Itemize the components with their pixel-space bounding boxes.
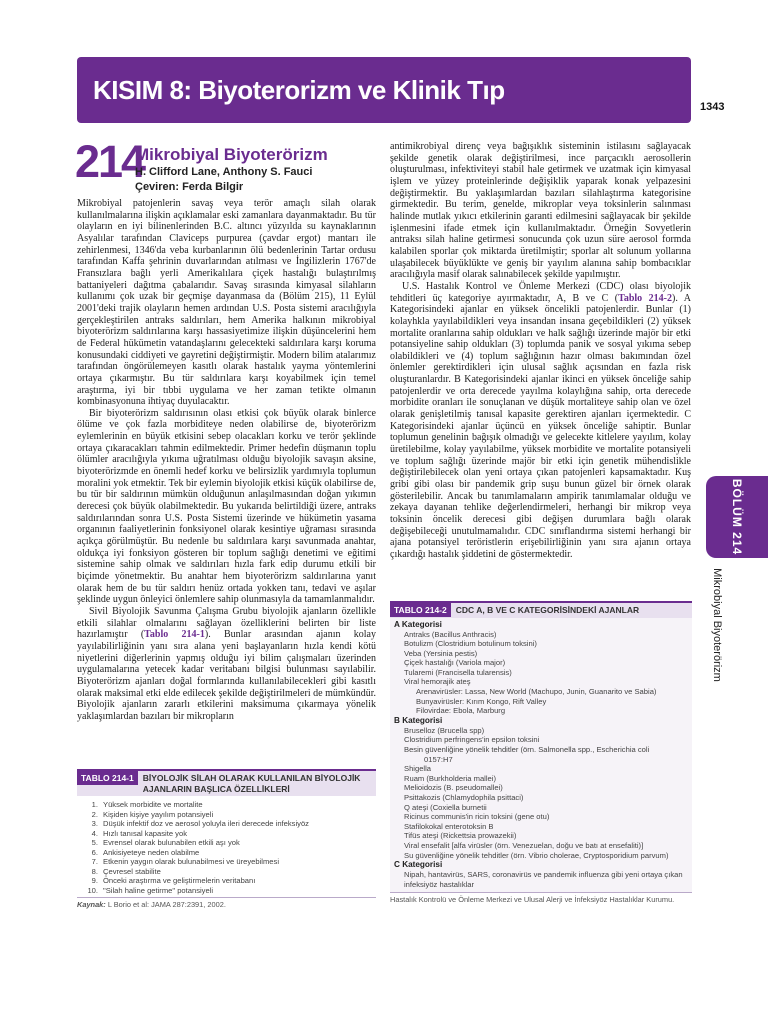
chapter-title: Mikrobiyal Biyoterörizm [135, 145, 328, 164]
chapter-translator: Çeviren: Ferda Bilgir [135, 181, 244, 193]
table-header [77, 769, 376, 796]
table-source [77, 897, 376, 911]
paragraph-text: ). Bunlar arasından ajanın kolay yayılabilirliğinin yanı sıra alana yeni başlayanların hızla kendi kötü niyetlerini diğerlerinin yapmış olduğu iyi bilim çalışmaları üzerinden uygulamalarına yetecek kadar veritabanı bilgisi bulunması sayılabilir. Biyoterörizm ajanları doğal formlarında kullanılabilecekleri gibi kasıtlı olarak maksimal etki elde edilecek şekilde değiştirilmeleri de mümkündür. Biyolojik ajanların zararlı etkilerini maksimuma çıkarmaya yönelik yaklaşımlardan bazıları bir mikropların [77, 629, 376, 722]
table-row: Ricinus communis'in ricin toksini (gene otu) [404, 812, 550, 822]
paragraph-text: Sivil Biyolojik Savunma Çalışma Grubu biyolojik ajanların özellikle etkili silahlar olmalarını sağlayan özelliklerini belirten bir liste hazırlamıştır ( [77, 605, 376, 641]
list-item [83, 838, 376, 848]
paragraph-text: ). A Kategorisindeki ajanlar en yüksek öncelikli patojenlerdir. Bunlar (1) kolayhkla yayılabildikleri veya insandan insana geçebildikleri (2) yüksek mortalite oranlarına sahip oldukları ve halk sağlığı üzerinde majör bir etki potansiyeline sahip oldukları (3) toplumda panik ve sosyal yıkıma sebep olabildikleri ve (4) toplum sağlığının hazır olması bakımından özel önlemler gerektirdikleri için ulusal sağlık açısından en fazla risk oluşturanlardır. B Kategorisindeki ajanlar ikinci en yüksek önceliğe sahip patojenlerdir ve orta derecede yayılma kolaylığına sahip, orta derecede morbidite oranları ile sonuçlanan ve düşük mortaliteye sahip olan ve özel olarak genişletilmiş tanısal kapasite gerektiren ajanları içermektedir. C Kategorisindeki ajanlar üçüncü en yüksek önceliğe sahiptir. Bunlar toplumun genelinin bağışık olmadığı ve gelecekte kitlelere yayılım, kolay üretilebilme, kolay yayılabilme, yüksek morbidite ve mortalite potansiyeli ve toplum sağlığı üzerinde majör bir etki için genetik mühendislikle değiştirilebilecek olan yeni ortaya çıkan patojenleri kapsamaktadır. Kuş gribi gibi olası bir pandemik grip suşu bunun güzel bir örnek olarak gösterilebilir. Ancak bu tanımlamaların ampirik tanımlamalar olduğu ve zekaya dayanan tehlike değerlendirmeleri, herhangi bir mikrop veya toksinin öncelik derecesi gibi değişen durumlara bağlı olarak değişebileceği unutulmamalıdır. CDC sınıflandırma sistemi herhangi bir ajana potansiyel teröristlerin erişebilirliğinin yanı sıra ajanın ortaya çıkardığı hastalık şiddetini de göstermektedir. [390, 292, 692, 560]
table-row: Clostridium perfringens'in epsilon toksini [404, 735, 540, 745]
table-row: Veba (Yersinia pestis) [404, 648, 478, 658]
table-row: Antraks (Bacillus Anthracis) [404, 629, 497, 639]
item-text: Düşük infektif doz ve aerosol yoluyla ileri derecede infeksiyöz [103, 819, 309, 828]
category-heading: C Kategorisi [394, 860, 443, 870]
paragraph-text: U.S. Hastalık Kontrol ve Önleme Merkezi (CDC) olası biyolojik tehditleri üç kategoriye ayırmaktadır, A, B ve C ( [390, 280, 691, 304]
list-item [83, 829, 376, 839]
item-number: 7. [91, 857, 98, 866]
table-list [77, 796, 376, 897]
list-item [83, 857, 376, 867]
item-number: 9. [91, 876, 98, 885]
item-text: Çevresel stabilite [103, 866, 161, 876]
table-label: TABLO 214-2 [390, 603, 451, 617]
list-item [83, 810, 376, 820]
table-row: 0157:H7 [424, 754, 453, 764]
body-paragraph: Mikrobiyal patojenlerin savaş veya terör amaçlı silah olarak kullanılmalarına ilişkin açıklamalar eski zamanlara dayanmaktadır. Bu tür olayların en iyi bilinenlerinden B.C. altıncı yüzyılda su kaynaklarının Asyalılar tarafından Claviceps purpurea (çavdar ergot) mantarı ile zehirlenmesi, 1346'da veba kurbanlarının ölü bedenlerinin Tartar ordusu tarafından Kaffa şehrinin duvarlarından atılması ve İngilizlerin 1767'de Fransızlara bağlı yerli Amerikalılara çiçek hastalığı bulaştırılmış battaniyeleri dağıtma çabalarıdır. Savaş sırasında kimyasal silahların kullanımı çok uzak bir geçmişe dayanmasa da (Bölüm 215), 11 Eylül 2001'deki trajik olayların hemen ardından U.S. Posta sistemi aracılığıyla gerçekleştirilen antraks saldırıları, hem Amerika halkının mikrobiyal biyoterörizm saldırılarına karşı hassasiyetimize ilişkin düşüncelerini hem de Federal hükümetin vatandaşlarını gelecekteki saldırılara karşı koruma konusundaki ciddiyeti ve gayretini değiştirmiştir. Modern bilim atalarımız tarafından öngörülemeyen kasıtlı olarak hastalık yayma yöntemlerini ortaya çıkarmıştır. Bu tür saldırılara karşı koyabilmek için temel araştırma, iyi bir tıbbi uygulama ve her zaman tetikte olmanın kombinasyonuna ihtiyaç duyulacaktır. [77, 198, 376, 408]
table-row: Su güvenliğine yönelik tehditler (örn. Vibrio cholerae, Cryptosporidium parvum) [404, 850, 669, 860]
item-number: 5. [91, 838, 98, 847]
category-heading: B Kategorisi [394, 715, 443, 725]
table-row: Nipah, hantavirüs, SARS, coronavirüs ve pandemik influenza gibi yeni ortaya çıkan [404, 870, 683, 880]
chapter-authors: H. Clifford Lane, Anthony S. Fauci [135, 166, 313, 178]
side-tab-label: BÖLÜM 214 [730, 478, 744, 556]
table-label: TABLO 214-1 [77, 771, 138, 785]
source-text: L Borio et al: JAMA 287:2391, 2002. [107, 900, 226, 909]
table-body [390, 618, 692, 893]
item-number: 6. [91, 847, 98, 857]
body-paragraph [77, 606, 376, 723]
item-text: Etkenin yaygın olarak bulunabilmesi ve üreyebilmesi [103, 857, 280, 866]
table-title: CDC A, B VE C KATEGORİSİNDEKİ AJANLAR [455, 605, 640, 615]
table-row: Filovirdae: Ebola, Marburg [416, 706, 506, 716]
item-text: Evrensel olarak bulunabilen etkili aşı yok [103, 838, 240, 847]
list-item [83, 800, 376, 810]
source-label: Kaynak: [77, 900, 106, 909]
item-text: Yüksek morbidite ve mortalite [103, 800, 203, 809]
item-text: Hızlı tanısal kapasite yok [103, 828, 187, 838]
list-item [83, 876, 376, 886]
body-column-left [77, 198, 376, 723]
table-row: infeksiyöz hastalıklar [404, 879, 475, 889]
item-number: 2. [91, 809, 98, 819]
body-paragraph: Bir biyoterörizm saldırısının olası etkisi çok büyük olarak binlerce ölüme ve çok fazla morbiditeye neden olabilirse de, biyoterörizm eylemlerinin en büyük etkisini sebep olacakları korku ve terör şeklinde ortaya çıkaracakları tahmin edilmektedir. Primer hedefin düşmanın toplu ölümler aracılığıyla yıkıma uğratılması olduğu biyolojik savaşın aksine, biyoterörizmde en önemli hedef korku ve belirsizlik yardımıyla toplumun moralini yok etmektir. Tek bir eylemin biyolojik etkisi küçük olabilirse de, bu tür bir saldırının mümkün olduğunun anlaşılmasından doğan yıkımın derecesi çok büyük olabilmektedir. Bu yukarıda belirtildiği üzere, antraks saldırılarından sonra U.S. Posta Sistemi üzerinde ve hükümetin yasama organının faaliyetlerinin fonksiyonel olarak kesintiye uğraması sırasında açıkça görülmüştür. Bu nedenle bu saldırılara karşı savunmada anahtar, oldukça iyi fonksiyon gösteren bir toplum sağlığı denetimi ve eğitimi sistemine sahip olmak ve saldırıları hızla fark edip durumu etkili bir biçimde yönetmektir. Bu anahtar hem biyoterörizm saldırılarına yanıt olarak hem de bu tür saldırı henüz ortada yokken tanı, tedavi ve aşılar şeklinde uygun önleyici önlemlere sahip olunmasıyla da tamamlanmalıdır. [77, 407, 376, 606]
list-item [83, 867, 376, 877]
table-row: Psittakozis (Chlamydophila psittaci) [404, 793, 524, 802]
table-row: Ruam (Burkholderia mallei) [404, 773, 497, 783]
table-source: Hastalık Kontrolü ve Önleme Merkezi ve Ulusal Alerji ve İnfeksiyöz Hastalıklar Kurumu. [390, 892, 692, 906]
item-number: 3. [91, 819, 98, 828]
table-row: Bunyavirüsler: Kırım Kongo, Rift Valley [416, 696, 547, 706]
table-row: Bruselloz (Brucella spp) [404, 725, 485, 735]
body-paragraph [390, 281, 691, 561]
body-column-right [390, 141, 691, 561]
item-number: 4. [91, 828, 98, 838]
page-number: 1343 [700, 101, 725, 113]
table-214-1 [77, 769, 376, 911]
table-row: Melioidozis (B. pseudomallei) [404, 783, 503, 793]
table-title: BİYOLOJİK SİLAH OLARAK KULLANILAN BİYOLOJİK AJANLARIN BAŞLICA ÖZELLİKLERİ [142, 773, 361, 794]
part-header-bar [77, 57, 691, 123]
table-row: Çiçek hastalığı (Variola major) [404, 658, 506, 668]
table-row: Viral ensefalit [alfa virüsler (örn. Venezuelan, doğu ve batı at ensefaliti)] [404, 840, 644, 850]
table-reference-link[interactable]: Tablo 214-2 [618, 292, 673, 304]
item-text: "Silah haline getirme" potansiyeli [103, 885, 214, 895]
item-text: Kişiden kişiye yayılım potansiyeli [103, 809, 214, 819]
table-214-2 [390, 601, 692, 906]
table-reference-link[interactable]: Tablo 214-1 [144, 629, 205, 641]
list-item [83, 848, 376, 858]
chapter-number: 214 [75, 136, 145, 187]
list-item [83, 886, 376, 896]
item-number: 8. [91, 866, 98, 876]
table-header [390, 601, 692, 618]
table-row: Tifüs ateşi (Rickettsia prowazekii) [404, 831, 517, 841]
part-title: KISIM 8: Biyoterorizm ve Klinik Tıp [93, 75, 505, 105]
table-row: Q ateşi (Coxiella burnetii [404, 802, 487, 812]
table-row: Besin güvenliğine yönelik tehditler (örn. Salmonella spp., Escherichia coli [404, 745, 650, 755]
item-number: 10. [87, 885, 98, 895]
category-heading: A Kategorisi [394, 619, 442, 629]
item-number: 1. [91, 800, 98, 809]
item-text: Önceki araştırma ve geliştirmelerin veritabanı [103, 876, 256, 885]
chapter-side-tab [706, 476, 768, 558]
table-row: Viral hemorajik ateş [404, 677, 471, 687]
running-title: Mikrobiyal Biyoterörizm [711, 568, 723, 682]
table-row: Stafilokokal enterotoksin B [404, 821, 494, 831]
table-row: Arenavirüsler: Lassa, New World (Machupo, Junin, Guanarito ve Sabia) [416, 687, 657, 697]
table-row: Botulizm (Clostridium botulinum toksini) [404, 639, 537, 649]
list-item [83, 819, 376, 829]
body-paragraph: antimikrobiyal direnç veya bağışıklık sisteminin istilasını sağlayacak şekilde genetik olarak değiştirilmesi, ince parçacıklı aerosollerin oluşturulması, infektiviteyi stabil hale getirmek ve uzatmak için kimyasal işlem ve yüzey proteinlerinde değişiklik yaparak konak yelpazesini değiştirmektir. Bu yaklaşımlardan bazıları silahlaştırma kategorisine girmektedir. Bu terim, genelde, mikroplar veya toksinlerin salınması halinde mutlak yıkıcı etkilerinin garanti edilmesini sağlayacak bir şekilde işlenmesini ifade etmek için kullanılmaktadır. Örneğin Sovyetlerin antraksı silah haline getirmesi sonucunda çok uzun süre aerosol formda kalabilen sporlar çok miktarda üretilmiştir; sporlar alt solunum yollarına ulaşabilecek büyüklükte ve geniş bir yayılım alanına sahip bombacıklar aracılığıyla masif olarak salınabilecek şekilde yapılmıştır. [390, 141, 691, 281]
item-text: Ankisiyeteye neden olabilme [103, 847, 200, 857]
table-row: Tularemi (Francisella tularensis) [404, 667, 512, 677]
table-row: Shigella [404, 764, 432, 774]
